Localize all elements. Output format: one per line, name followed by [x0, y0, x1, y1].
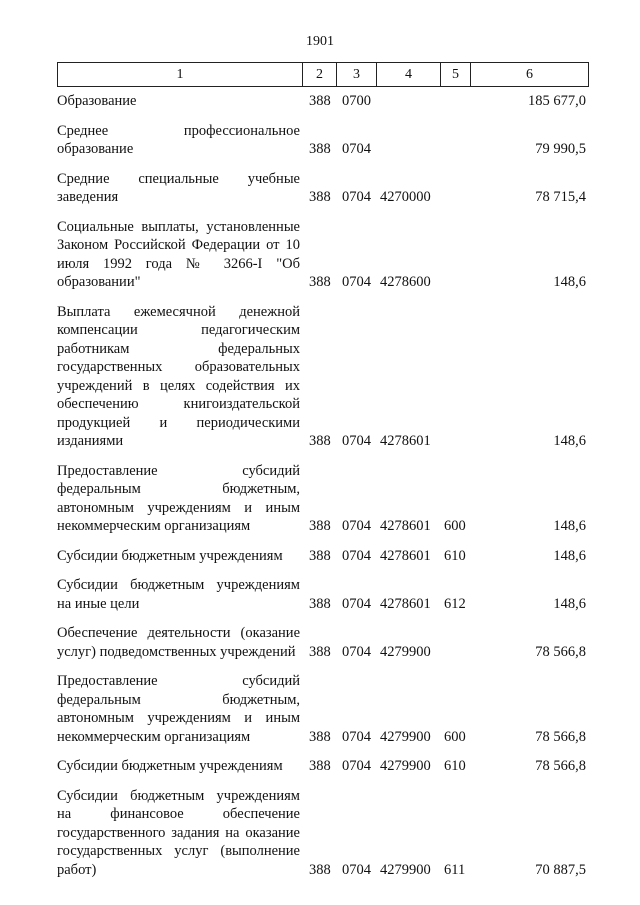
row-col-4: 4278601	[380, 547, 431, 564]
row-col-3: 0704	[342, 141, 371, 157]
header-col-3: 3	[337, 63, 377, 86]
row-col-2: 388	[309, 758, 331, 774]
row-amount: 79 990,5	[535, 141, 586, 157]
row-col-4: 4270000	[380, 189, 431, 205]
table-row	[57, 92, 589, 111]
row-name: Средние специальные учебные заведения	[57, 170, 300, 205]
row-name: Среднее профессиональное образование	[57, 122, 300, 157]
row-col-3: 0704	[342, 595, 371, 612]
row-col-4: 4278601	[380, 595, 431, 612]
row-col-3: 0704	[342, 433, 371, 449]
header-col-4: 4	[377, 63, 441, 86]
row-col-3: 0704	[342, 274, 371, 290]
row-amount: 148,6	[553, 433, 586, 449]
row-col-3: 0704	[342, 861, 371, 878]
row-col-2: 388	[309, 518, 331, 534]
row-col-4: 4278601	[380, 518, 431, 534]
row-col-2: 388	[309, 728, 331, 745]
row-amount: 185 677,0	[528, 93, 586, 109]
row-amount: 70 887,5	[535, 861, 586, 878]
row-col-3: 0704	[342, 758, 371, 774]
row-name: Субсидии бюджетным учреждениям	[57, 547, 283, 564]
row-col-3: 0700	[342, 93, 371, 109]
row-col-3: 0704	[342, 189, 371, 205]
row-col-5: 612	[444, 595, 466, 612]
row-col-2: 388	[309, 141, 331, 157]
table-row	[57, 787, 589, 880]
table-body	[57, 92, 589, 890]
row-name: Образование	[57, 93, 137, 109]
row-col-4: 4279900	[380, 758, 431, 774]
row-amount: 148,6	[553, 274, 586, 290]
row-col-4: 4278600	[380, 274, 431, 290]
row-col-4: 4278601	[380, 433, 431, 449]
row-col-2: 388	[309, 93, 331, 109]
row-amount: 148,6	[553, 547, 586, 564]
row-amount: 78 715,4	[535, 189, 586, 205]
table-row	[57, 462, 589, 536]
row-amount: 78 566,8	[535, 643, 586, 660]
row-col-5: 610	[444, 758, 466, 774]
row-col-5: 600	[444, 518, 466, 534]
row-amount: 148,6	[553, 595, 586, 612]
header-col-2: 2	[303, 63, 337, 86]
page-number: 1901	[306, 34, 334, 49]
row-col-2: 388	[309, 189, 331, 205]
row-col-2: 388	[309, 433, 331, 449]
row-col-2: 388	[309, 595, 331, 612]
header-col-6: 6	[526, 66, 533, 82]
row-col-5: 600	[444, 728, 466, 745]
row-col-3: 0704	[342, 518, 371, 534]
row-col-4: 4279900	[380, 861, 431, 878]
row-col-2: 388	[309, 274, 331, 290]
table-row	[57, 576, 589, 613]
table-row	[57, 170, 589, 207]
row-name: Предоставление субсидий федеральным бюджетным, автономным учреждениям и иным некоммерческим организациям	[57, 673, 300, 745]
row-amount: 78 566,8	[535, 758, 586, 774]
row-col-2: 388	[309, 861, 331, 878]
table-row	[57, 757, 589, 776]
row-col-2: 388	[309, 547, 331, 564]
row-col-3: 0704	[342, 547, 371, 564]
row-col-4: 4279900	[380, 643, 431, 660]
header-col-5: 5	[441, 63, 471, 86]
table-row	[57, 122, 589, 159]
header-col-1: 1	[58, 63, 303, 86]
row-amount: 148,6	[553, 518, 586, 534]
row-name: Субсидии бюджетным учреждениям	[57, 758, 283, 774]
table-header	[57, 62, 589, 87]
table-row	[57, 303, 589, 451]
row-name: Выплата ежемесячной денежной компенсации педагогическим работникам федеральных государственных образовательных учреждений в целях содействия их обеспечению книгоиздательской продукцией и периодическими изданиями	[57, 303, 300, 449]
row-col-2: 388	[309, 643, 331, 660]
row-name: Субсидии бюджетным учреждениям на иные цели	[57, 577, 300, 612]
row-name: Социальные выплаты, установленные Законом Российской Федерации от 10 июля 1992 года № 3266-I "Об образовании"	[57, 218, 300, 290]
row-col-3: 0704	[342, 643, 371, 660]
row-name: Предоставление субсидий федеральным бюджетным, автономным учреждениям и иным некоммерческим организациям	[57, 462, 300, 534]
row-col-5: 611	[444, 861, 466, 878]
row-col-3: 0704	[342, 728, 371, 745]
table-row	[57, 624, 589, 661]
table-row	[57, 547, 589, 566]
table-row	[57, 672, 589, 746]
row-amount: 78 566,8	[535, 728, 586, 745]
row-name: Субсидии бюджетным учреждениям на финансовое обеспечение государственного задания на оказание государственных услуг (выполнение работ)	[57, 787, 300, 878]
row-col-4: 4279900	[380, 728, 431, 745]
row-col-5: 610	[444, 547, 466, 564]
row-name: Обеспечение деятельности (оказание услуг) подведомственных учреждений	[57, 625, 300, 660]
table-row	[57, 218, 589, 292]
